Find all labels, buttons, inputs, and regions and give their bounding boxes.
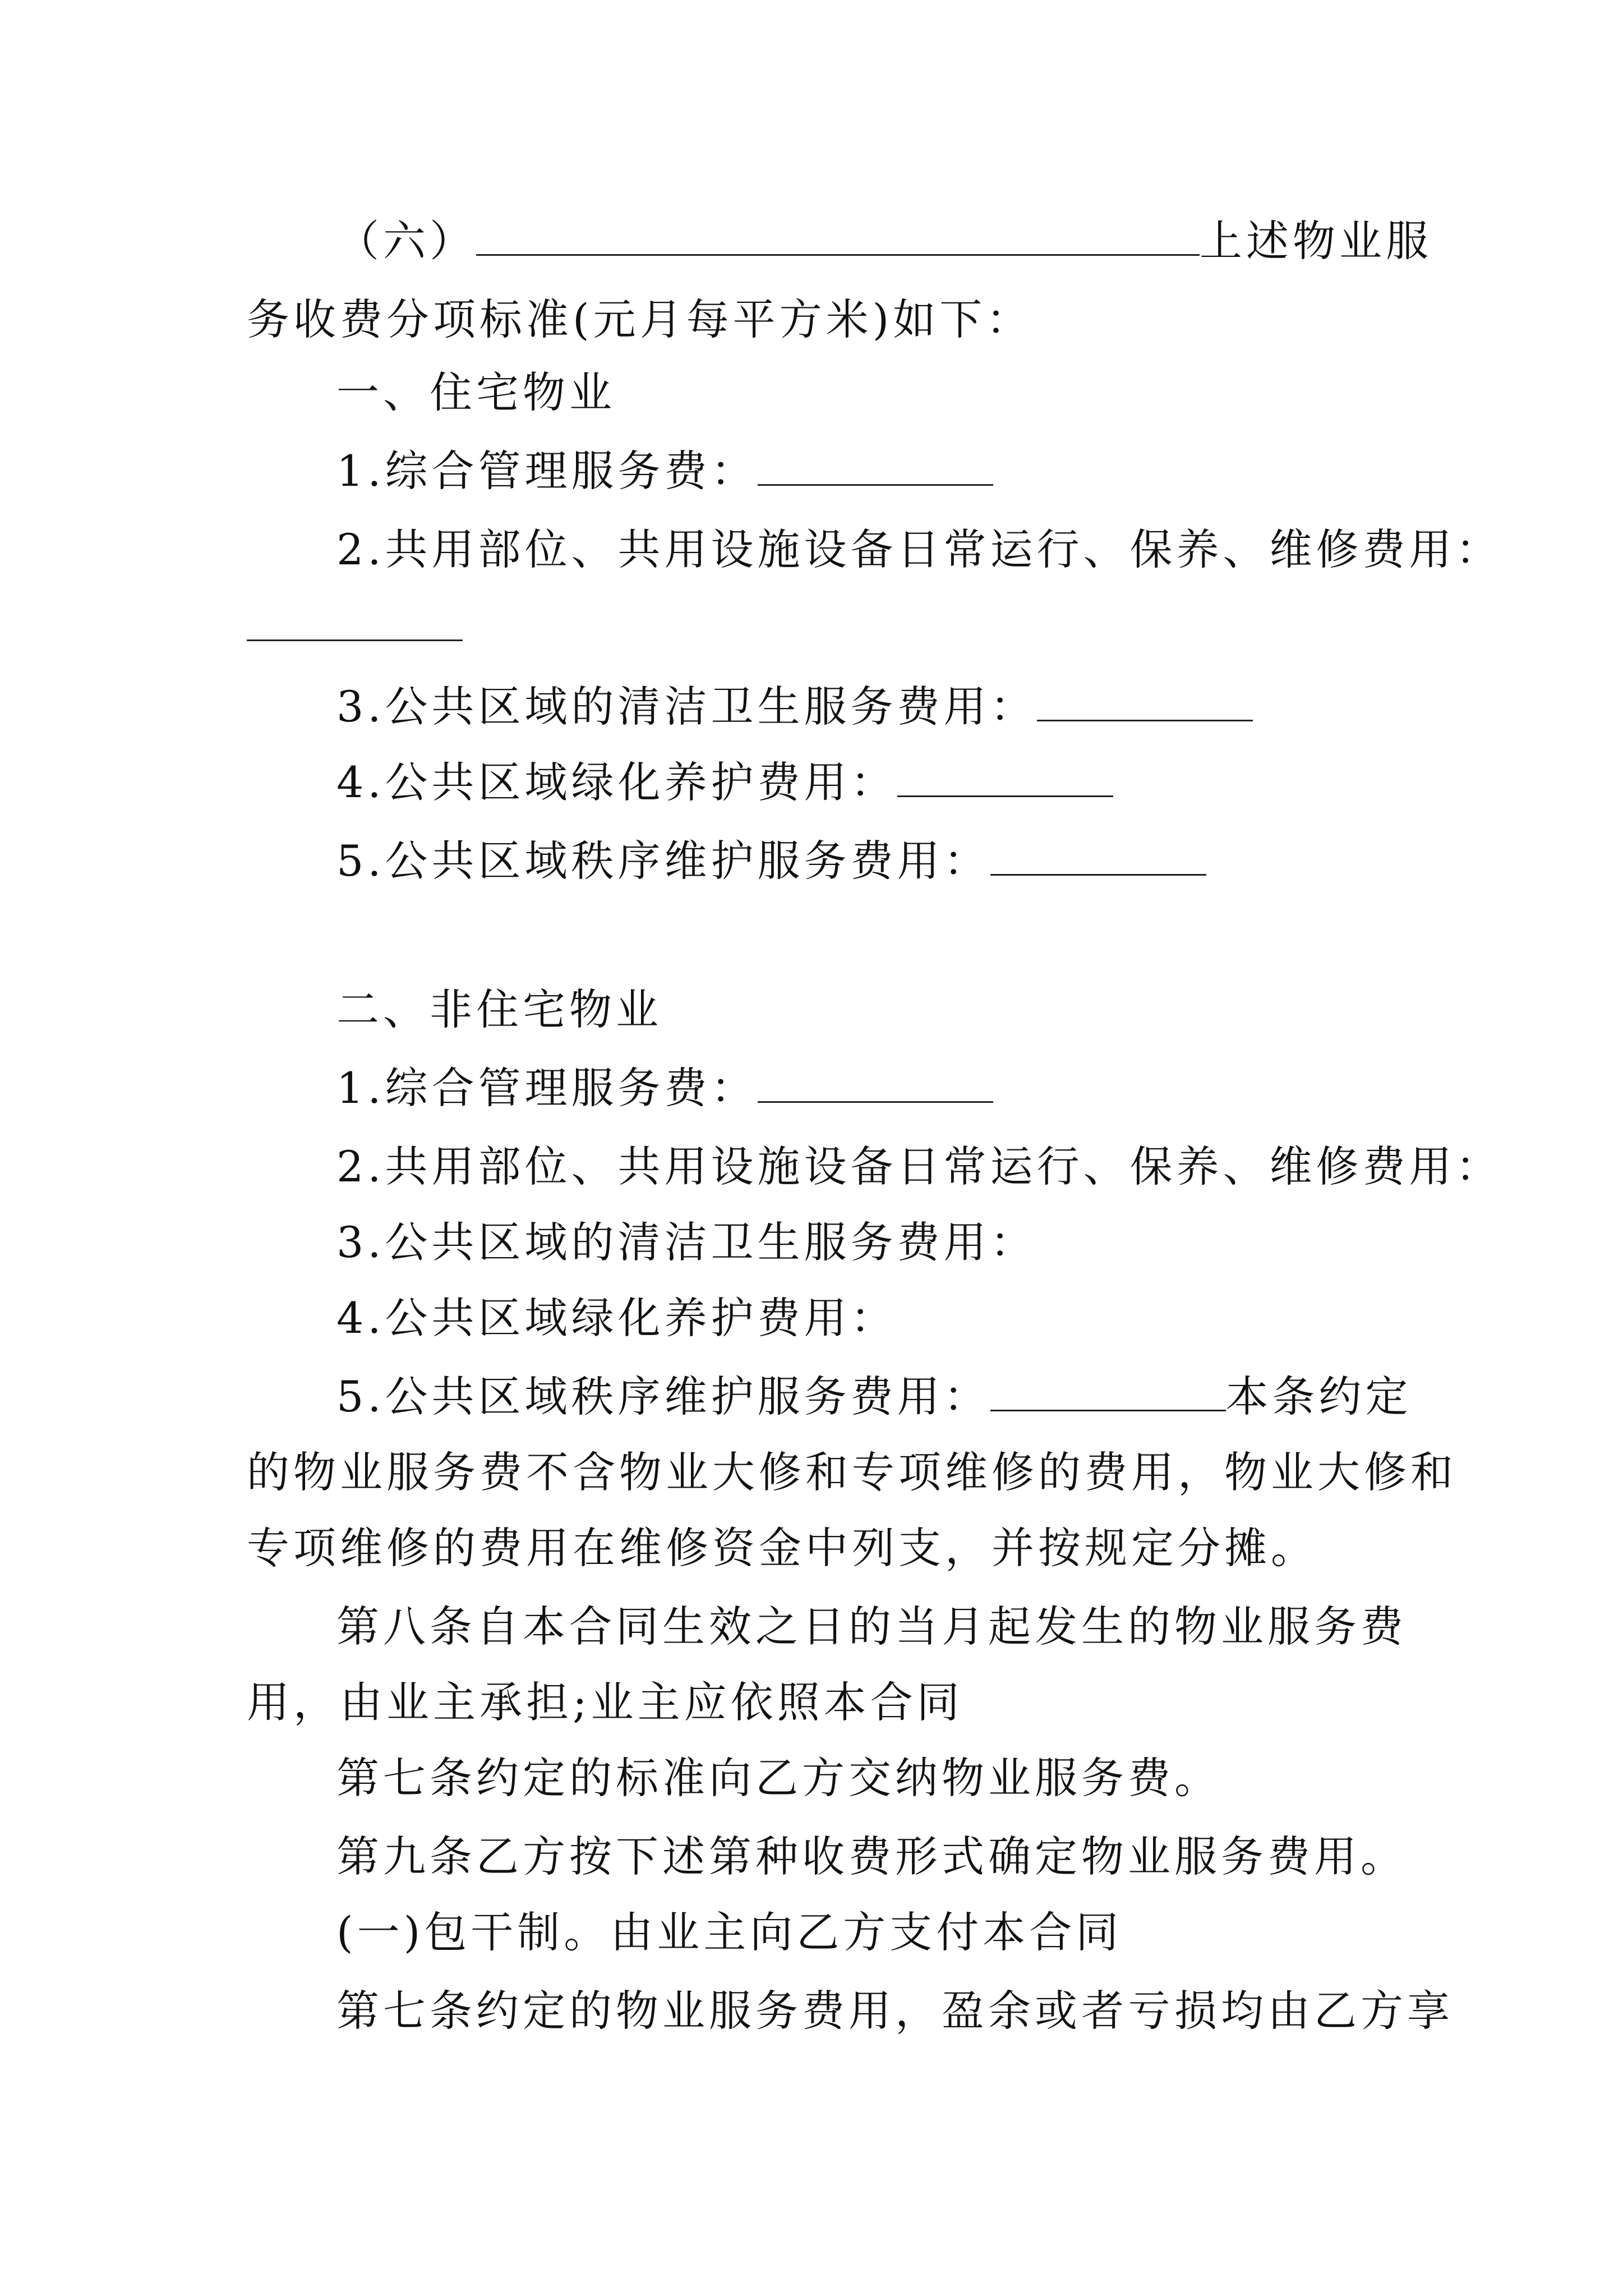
item-label: 1.综合管理服务费： bbox=[336, 446, 758, 496]
item-label: 5.公共区域秩序维护服务费用： bbox=[336, 836, 990, 886]
blank-field[interactable] bbox=[758, 1065, 993, 1103]
section-heading-residential: 一、住宅物业 bbox=[336, 367, 616, 417]
paragraph-line: 的物业服务费不含物业大修和专项维修的费用，物业大修和 bbox=[247, 1447, 1457, 1497]
paragraph-line: 第七条约定的标准向乙方交纳物业服务费。 bbox=[336, 1753, 1221, 1803]
clause-6-text: 上述物业服 bbox=[1200, 216, 1432, 266]
blank-field[interactable] bbox=[990, 838, 1206, 876]
item-label: 5.公共区域秩序维护服务费用： bbox=[336, 1372, 990, 1421]
residential-item-3 bbox=[336, 679, 1253, 735]
blank-field[interactable] bbox=[758, 448, 993, 486]
residential-item-1 bbox=[336, 443, 993, 499]
blank-field[interactable] bbox=[247, 639, 463, 641]
article-9-line: 第九条乙方按下述第种收费形式确定物业服务费用。 bbox=[336, 1832, 1407, 1881]
non-residential-item-4: 4.公共区域绿化养护费用： bbox=[336, 1293, 897, 1343]
non-residential-item-1 bbox=[336, 1060, 993, 1116]
paragraph-line: 用，由业主承担;业主应依照本合同 bbox=[247, 1677, 963, 1727]
section-heading-non-residential: 二、非住宅物业 bbox=[336, 984, 662, 1034]
residential-item-5 bbox=[336, 833, 1206, 889]
blank-field[interactable] bbox=[476, 218, 1200, 256]
residential-item-4 bbox=[336, 754, 1113, 811]
blank-field[interactable] bbox=[990, 1374, 1226, 1411]
item-label: 3.公共区域的清洁卫生服务费用： bbox=[336, 682, 1037, 731]
item-trailing-text: 本条约定 bbox=[1225, 1372, 1412, 1421]
paragraph-line: 第七条约定的物业服务费用，盈余或者亏损均由乙方享 bbox=[336, 1986, 1454, 2036]
blank-field[interactable] bbox=[1037, 684, 1253, 721]
blank-field[interactable] bbox=[897, 760, 1113, 797]
paragraph-line: 专项维修的费用在维修资金中列支，并按规定分摊。 bbox=[247, 1523, 1317, 1573]
non-residential-item-5 bbox=[336, 1369, 1412, 1425]
non-residential-item-3: 3.公共区域的清洁卫生服务费用： bbox=[336, 1217, 1037, 1267]
clause-6-line bbox=[336, 213, 1432, 269]
item-label: 1.综合管理服务费： bbox=[336, 1063, 758, 1113]
paragraph-line: (一)包干制。由业主向乙方支付本合同 bbox=[336, 1907, 1123, 1957]
residential-item-2: 2.共用部位、共用设施设备日常运行、保养、维修费用： bbox=[336, 524, 1502, 574]
non-residential-item-2: 2.共用部位、共用设施设备日常运行、保养、维修费用： bbox=[336, 1142, 1502, 1191]
article-8-line: 第八条自本合同生效之日的当月起发生的物业服务费 bbox=[336, 1602, 1407, 1651]
item-label: 4.公共区域绿化养护费用： bbox=[336, 757, 897, 807]
clause-6-number: （六） bbox=[336, 216, 476, 266]
paragraph-line: 务收费分项标准(元月每平方米)如下： bbox=[247, 295, 1033, 344]
